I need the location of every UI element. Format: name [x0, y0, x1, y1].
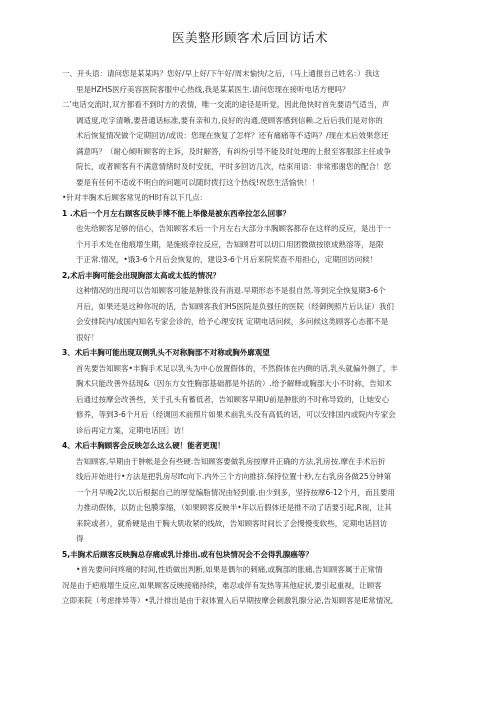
body-text-line: 一、开头语：请问您是某某吗？您好/早上好/下午好/周末愉快/之后，（马上通报自己姓名：）我这 — [62, 69, 380, 78]
body-text-line: 很好！ — [76, 332, 99, 342]
body-text-line: 一个月早晚2次,以后根据自己的厚觉编脂情况由轻到重.由少到多，坚持按摩6-12个月，而且要用 — [76, 487, 396, 497]
document-body — [62, 66, 440, 609]
body-text-line: 诊后再定方案，定期电话回］访！ — [76, 425, 189, 435]
section-heading: 2,术后丰胸可能会出现胸部太高或太低的情况？ — [62, 270, 221, 280]
section-heading: 4、术后丰胸顾客会反映怎么这么硬！能者更现！ — [62, 441, 225, 450]
section-heading: 1 .术后一个月左右顾客反映手博不能上举像是被东西牵拉怎么回事？ — [62, 208, 291, 218]
body-text-line: 告知顾客,早期由于肿帐是会有些硬.告知顾客要做乳房按摩并正确的方法,乳房按.摩在手术后折 — [76, 456, 386, 466]
body-text-line: 修养，等到3-6个月后（经调回术前照片如果术前乳头没有高低的话，可以安排国内或院内专家会 — [76, 410, 396, 419]
body-text-line: 况是由于疤痕增生反应,如果顾客反映接痛持续，难忍或伴有发热等其他症状,要引起重视，让顾客 — [62, 580, 382, 590]
body-text-line: 会安排院内/或国内知名专家会诊的，给予心理安抚 定期电话问候，多问候这类顾客心态都不是 — [76, 317, 389, 326]
page-title: 医美整形顾客术后回访话术 — [171, 30, 328, 45]
body-text-line: 线后开始进行•方法是把乳房尽Ifc向下.内外三个方向推挤.保持位置十秒,左右乳房各做25分钟第 — [76, 472, 392, 481]
body-text-line: 胸术只能改善外括现&（因东方女性胸部基础都是外括的）.给予解释或胸部大小不时称，告知术 — [76, 379, 392, 388]
body-text-line: 得 — [76, 534, 84, 543]
section-heading: 5,丰胸术后顾客反映胸总存痛或乳计排出.或有包块情况会不会得乳腺癌等？ — [62, 549, 313, 559]
body-text-line: 满意吗？（耐心倾听顾客的主诉，及时解答，有纠纷引导不能及时处理的上报至客服部主任或争 — [76, 146, 391, 156]
body-text-line: •首先要问问疼痛的时间,性质做出判断,如果是偶尔的刺痛,或胸部的胀痛,告知顾客属于正常情 — [76, 565, 383, 574]
body-text-line: 立即来院（考虑排异等）•乳汁排出是由于叙体置入后早期按摩会刺激乳腺分泌,告知顾客是IE常情况, — [62, 596, 394, 605]
section-heading: 3、术后丰胸可能出现双侧乳头不对称胸部不对称或胸外廓观望 — [62, 348, 270, 357]
body-text-line: 月后，如果还是这种你况的话，告知顾客我们HS医院是负强任的医院（经御例照片后认证）我们 — [76, 301, 394, 311]
body-text-line: 这种情况的出现可以告知顾客可能是肿胀没有消退.早期形态不是很自然.等到完全恢复期3-6个 — [76, 286, 386, 295]
body-text-line: 院长，或者顾客有不满意情绪时及时安抚，平时多回访几次，结束用语：非常那谢您的配合！您 — [76, 162, 391, 171]
body-text-line: 于正常.情况，•饿3-6个月后会恢复的，建设3-6个月后来院奖查不用担心，定期回访问候！ — [76, 255, 378, 264]
body-text-line: 来院或者），就希硬是由于胸大肌收紧的线故，告知顾客时间长了会慢慢变软些，定期电话回访 — [76, 518, 388, 528]
body-text-line: •针对丰胸术后顾客常见的H时有以下几点： — [62, 193, 208, 202]
body-text-line: 二’电话交流时,双方都看不到时方的表情，唯一交流的途径是听觉，因此他快时首先要语气适当，声 — [62, 100, 390, 109]
body-text-line: 术后恢复情况做个定期回访/或说：您现在恢复了怎样？还有痛痛等不适吗？/现在术后效果您还 — [76, 131, 389, 140]
body-text-line: 要是有任何不适或不明白的问题可以随时拨打这个热线!祝您生活愉快！！ — [76, 177, 320, 187]
body-text-line: 后通过按摩会改善些，关于孔头有蓄低者，告知顾客早期U前是肿胀的不时称导致的，让她安心 — [76, 394, 389, 404]
body-text-line: 个月手术处在他痕增生期，是施痕牵拉反应，告知顾君可以切口用团微做按原成熟溶等，是限 — [76, 239, 384, 249]
body-text-line: 力推动假体，以防止包膜挛缩，（如果顾客反映半•年以后假体还是推不动了话要引起,R视，让其 — [76, 503, 392, 512]
body-text-line: 里是HZHS医疗美容医院客服中心热线,我是某某医生.请问您现在接听电话方便吗？ — [76, 84, 350, 94]
body-text-line: 调适度,吃字清晰,要普通话标准,要有亲和力,良好的沟通,使顾客感到信赖.之后后我们是对你的 — [76, 115, 383, 125]
body-text-line: 首先要告知顾客•丰胸手术足以乳头为中心放置假体的，不然假体在内侧的话,乳头就偏外侧了，丰 — [76, 363, 398, 373]
body-text-line: 也先给顾客足够的信心，告知顾客术后一个月左右大部分丰胸顾客都存在这样的反应，是出于一 — [76, 224, 391, 233]
